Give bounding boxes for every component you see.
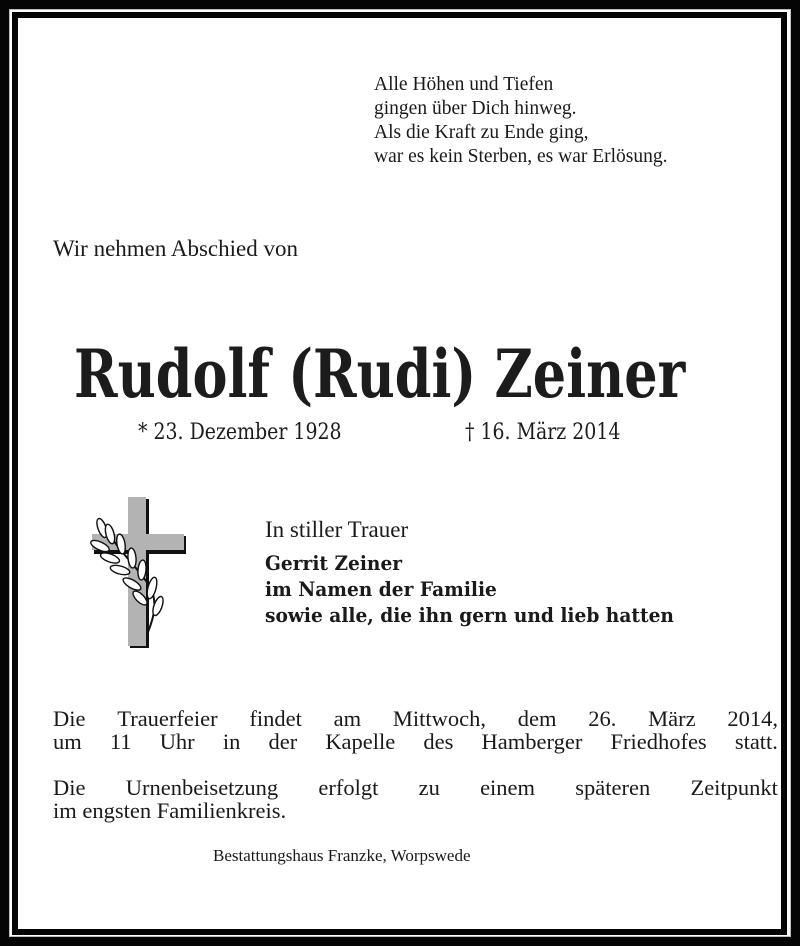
mourner-line: sowie alle, die ihn gern und lieb hatten [265, 603, 674, 627]
word: Die [53, 706, 86, 731]
word: des [423, 729, 454, 754]
word: erfolgt [318, 775, 379, 800]
word: Zeitpunkt [690, 775, 778, 800]
word: März [648, 706, 696, 731]
word: in [222, 729, 241, 754]
verse-line: Alle Höhen und Tiefen [374, 74, 554, 95]
word: Urnenbeisetzung [125, 775, 279, 800]
verse-line: Als die Kraft zu Ende ging, [374, 122, 589, 143]
urn-burial-paragraph [53, 776, 778, 822]
word: Hamberger [481, 729, 583, 754]
verse [374, 73, 668, 169]
word: um [53, 729, 82, 754]
word: Mittwoch, [392, 706, 486, 731]
word: statt. [734, 729, 778, 754]
birth-date: * 23. Dezember 1928 [138, 420, 342, 445]
justified-line [53, 730, 778, 753]
verse-line: gingen über Dich hinweg. [374, 98, 577, 119]
text-line [53, 707, 778, 730]
last-line [53, 799, 778, 822]
word: dem [517, 706, 557, 731]
word: Friedhofes [610, 729, 707, 754]
word: findet [249, 706, 302, 731]
funeral-home: Bestattungshaus Franzke, Worpswede [213, 846, 471, 865]
word: 11 [109, 729, 132, 754]
word: späteren [575, 775, 651, 800]
text-line [53, 730, 778, 753]
word: Trauerfeier [117, 706, 218, 731]
verse-line: war es kein Sterben, es war Erlösung. [374, 146, 668, 167]
word: 2014, [727, 706, 778, 731]
word: am [333, 706, 362, 731]
mourner-line: im Namen der Familie [265, 577, 497, 601]
word: 26. [588, 706, 617, 731]
funeral-service-paragraph [53, 707, 778, 753]
mourners-block [265, 516, 705, 628]
farewell-intro: Wir nehmen Abschied von [53, 236, 298, 261]
deceased-name: Rudolf (Rudi) Zeiner [74, 335, 686, 413]
text-line [53, 776, 778, 799]
word: der [268, 729, 298, 754]
word: einem [480, 775, 536, 800]
word: zu [418, 775, 440, 800]
mourning-intro: In stiller Trauer [265, 517, 409, 542]
justified-line [53, 776, 778, 799]
word: Die [53, 775, 86, 800]
word: Kapelle [325, 729, 396, 754]
death-date: † 16. März 2014 [465, 420, 621, 445]
mourner-line: Gerrit Zeiner [265, 551, 403, 575]
word: Uhr [159, 729, 195, 754]
justified-line [53, 707, 778, 730]
text-line: im engsten Familienkreis. [53, 798, 287, 823]
cross-with-palm-branch-icon [88, 492, 192, 652]
